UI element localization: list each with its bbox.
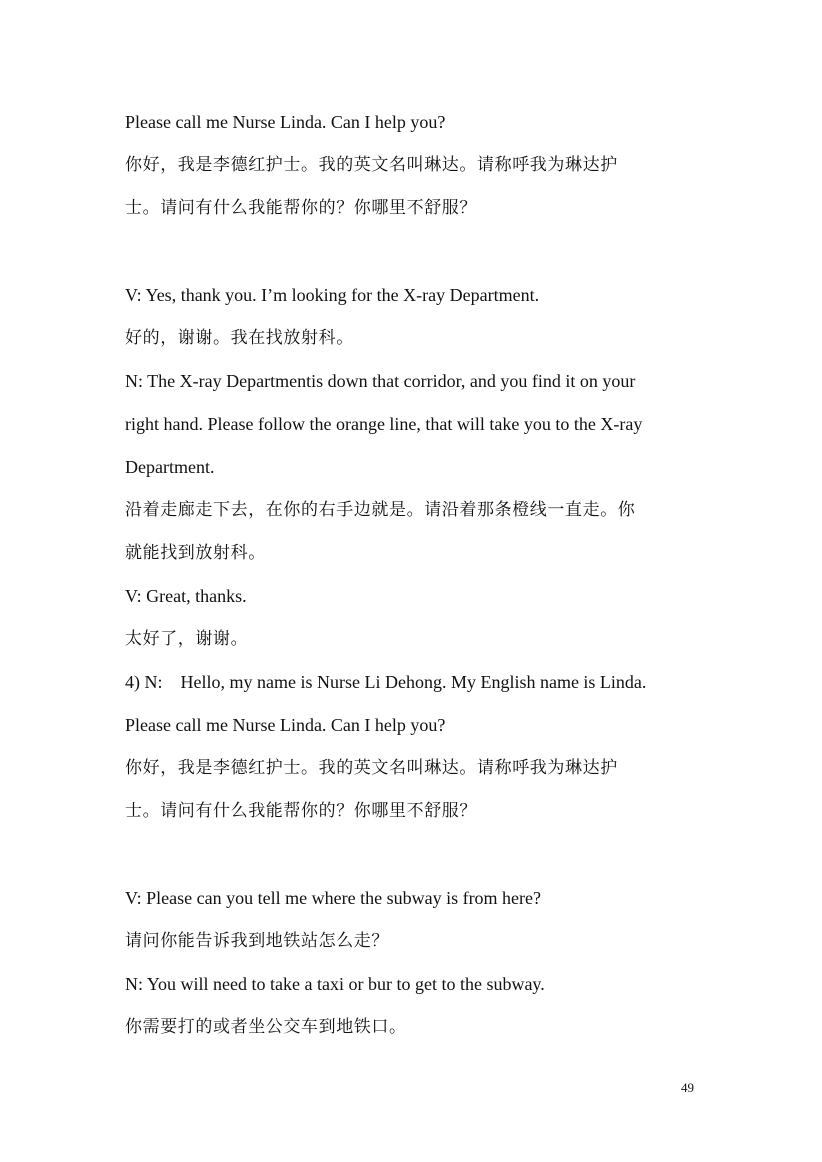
text-line: 好的，谢谢。我在找放射科。	[125, 328, 354, 347]
text-line: V: Yes, thank you. I’m looking for the X-ray Department.	[125, 285, 540, 305]
text-line: 你好，我是李德红护士。我的英文名叫琳达。请称呼我为琳达护	[125, 155, 618, 174]
text-line: 沿着走廊走下去，在你的右手边就是。请沿着那条橙线一直走。你	[125, 500, 636, 519]
text-line: 4) N: Hello, my name is Nurse Li Dehong. My English name is Linda.	[125, 672, 647, 692]
text-line: 太好了，谢谢。	[125, 629, 249, 648]
text-line: N: You will need to take a taxi or bur to get to the subway.	[125, 974, 545, 994]
text-line: 士。请问有什么我能帮你的？你哪里不舒服？	[125, 198, 477, 217]
text-line: V: Great, thanks.	[125, 586, 247, 606]
text-line: N: The X-ray Departmentis down that corridor, and you find it on your	[125, 371, 636, 391]
text-line: 请问你能告诉我到地铁站怎么走？	[125, 931, 389, 950]
text-line: Department.	[125, 457, 215, 477]
text-line: Please call me Nurse Linda. Can I help you?	[125, 112, 446, 132]
text-line: 就能找到放射科。	[125, 543, 266, 562]
text-line: 你需要打的或者坐公交车到地铁口。	[125, 1017, 407, 1036]
page-number: 49	[681, 1080, 694, 1095]
text-line: 你好，我是李德红护士。我的英文名叫琳达。请称呼我为琳达护	[125, 758, 618, 777]
text-line: Please call me Nurse Linda. Can I help you?	[125, 715, 446, 735]
text-line: 士。请问有什么我能帮你的？你哪里不舒服？	[125, 801, 477, 820]
text-line: V: Please can you tell me where the subway is from here?	[125, 888, 542, 908]
text-line: right hand. Please follow the orange line, that will take you to the X-ray	[125, 414, 643, 434]
